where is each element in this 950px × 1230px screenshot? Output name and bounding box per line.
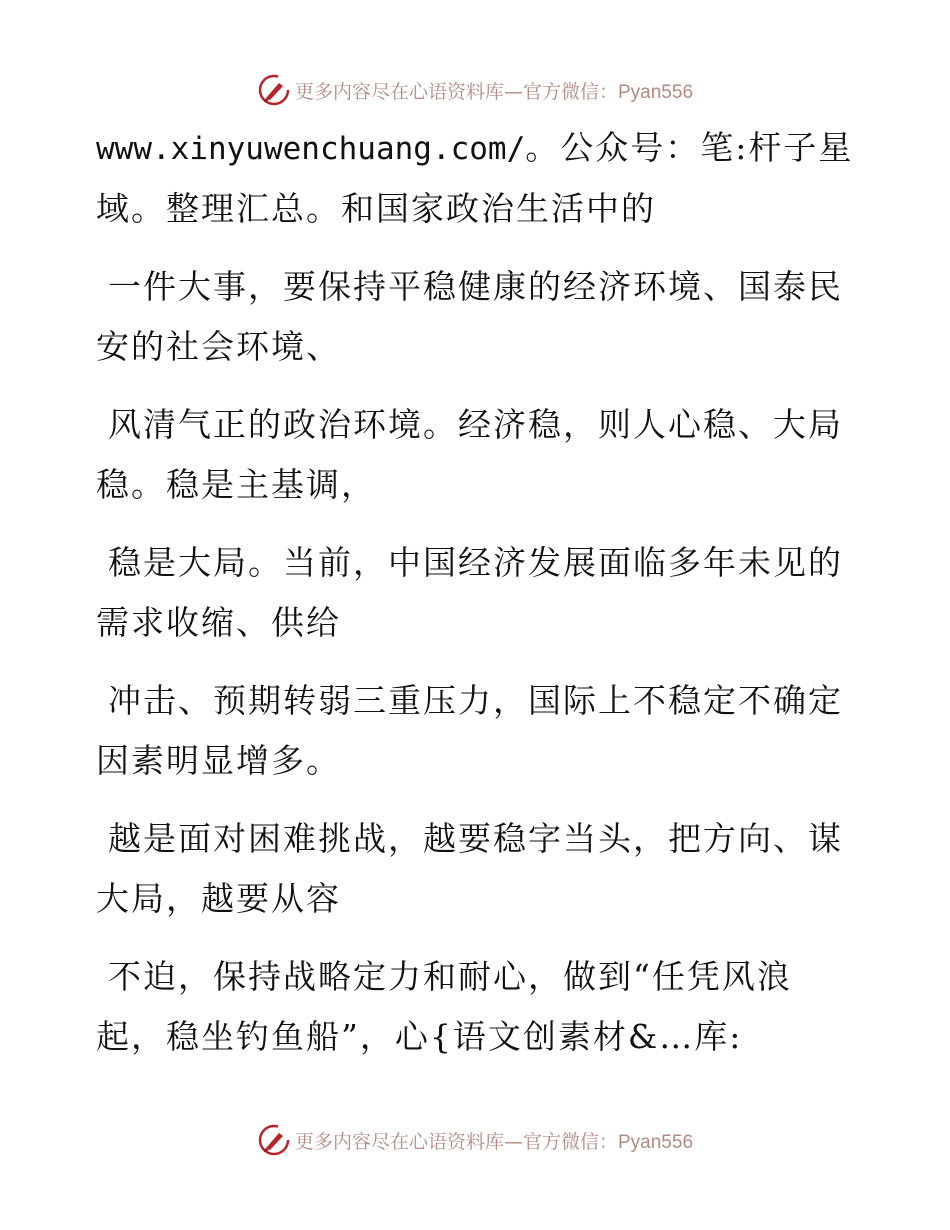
paragraph-3-line-1: 风清气正的政治环境。经济稳，则人心稳、大局 [108, 405, 843, 444]
header-banner-title: 更多内容尽在心语资料库 [294, 80, 504, 103]
document-body [96, 118, 856, 1085]
paragraph-6 [96, 809, 856, 929]
paragraph-1-line-2: 域。整理汇总。和国家政治生活中的 [96, 189, 656, 228]
footer-banner [0, 1120, 950, 1160]
paragraph-6-line-2: 大局，越要从容 [96, 879, 341, 918]
footer-banner-title: 更多内容尽在心语资料库 [294, 1130, 504, 1153]
paragraph-5 [96, 671, 856, 791]
paragraph-1-line-1 [96, 118, 856, 179]
paragraph-2-line-1: 一件大事，要保持平稳健康的经济环境、国泰民 [108, 267, 843, 306]
paragraph-4 [96, 533, 856, 653]
paragraph-4-line-1: 稳是大局。当前，中国经济发展面临多年未见的 [108, 543, 843, 582]
header-banner-text [295, 77, 693, 104]
header-banner-wechat-id: Pyan556 [618, 81, 694, 103]
paragraph-1 [96, 118, 856, 239]
header-banner [0, 70, 950, 110]
footer-banner-wechat-id: Pyan556 [618, 1131, 694, 1153]
paragraph-3 [96, 395, 856, 515]
paragraph-1-line-1-text: 。公众号：笔:杆子星 [525, 128, 854, 167]
header-banner-dash: — [503, 80, 523, 103]
header-banner-wechat-label: 官方微信： [522, 80, 618, 103]
pen-logo-icon [257, 73, 291, 107]
paragraph-5-line-1: 冲击、预期转弱三重压力，国际上不稳定不确定 [108, 681, 843, 720]
pen-logo-icon [257, 1123, 291, 1157]
website-url: www.xinyuwenchuang.com/ [96, 131, 526, 167]
footer-banner-wechat-label: 官方微信： [522, 1130, 618, 1153]
paragraph-7-line-1: 不迫，保持战略定力和耐心，做到“任凭风浪 [108, 957, 792, 996]
paragraph-7-line-2: 起，稳坐钓鱼船”，心{语文创素材&…库: [96, 1017, 743, 1056]
paragraph-7 [96, 947, 856, 1067]
paragraph-6-line-1: 越是面对困难挑战，越要稳字当头，把方向、谋 [108, 819, 843, 858]
paragraph-5-line-2: 因素明显增多。 [96, 741, 341, 780]
paragraph-3-line-2: 稳。稳是主基调， [96, 465, 376, 504]
paragraph-4-line-2: 需求收缩、供给 [96, 603, 341, 642]
footer-banner-dash: — [503, 1130, 523, 1153]
footer-banner-text [295, 1127, 693, 1154]
paragraph-2 [96, 257, 856, 377]
paragraph-2-line-2: 安的社会环境、 [96, 327, 341, 366]
